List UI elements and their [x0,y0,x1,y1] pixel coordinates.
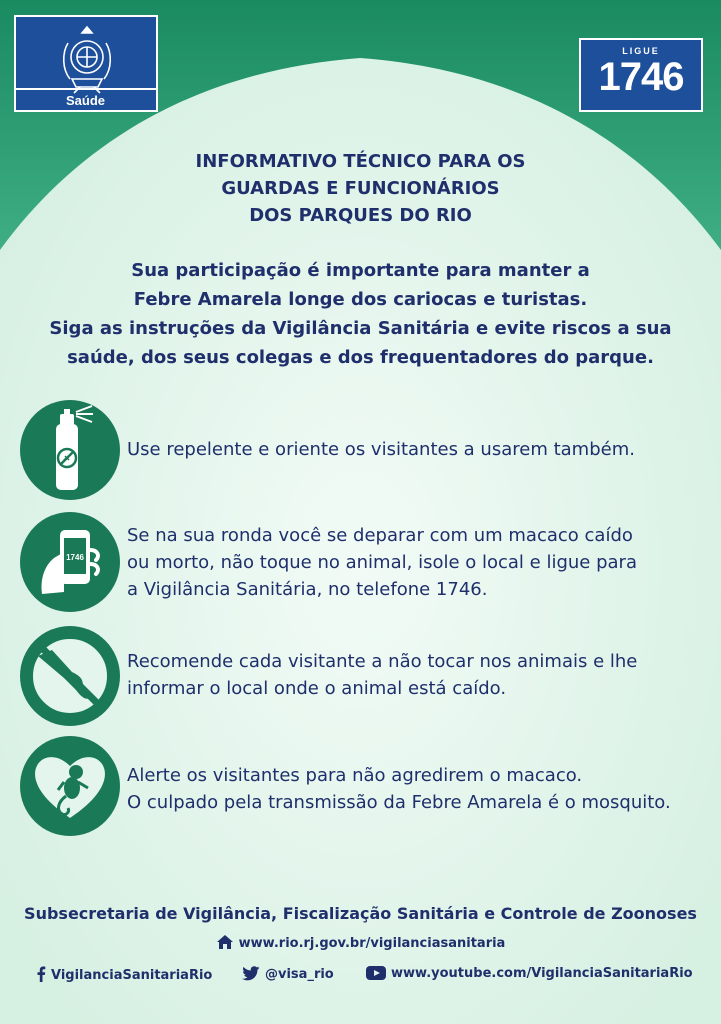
instruction-line: Se na sua ronda você se deparar com um macaco caído [127,525,633,546]
intro-line: Sua participação é importante para manter a [131,260,590,281]
title-line: DOS PARQUES DO RIO [249,205,472,226]
facebook-link[interactable] [36,966,212,983]
instruction-item-monkey [20,736,720,836]
ligue-label: LIGUE [622,46,660,56]
intro-text [0,256,721,372]
home-icon [216,934,234,950]
instruction-item-call [20,512,720,612]
saude-label: Saúde [16,88,156,110]
phone-screen-number: 1746 [66,553,84,562]
instruction-text [127,522,637,603]
instruction-line: a Vigilância Sanitária, no telefone 1746. [127,579,488,600]
intro-line: Febre Amarela longe dos cariocas e turistas. [133,289,588,310]
instruction-line: Use repelente e oriente os visitantes a usarem também. [127,439,635,460]
youtube-url: www.youtube.com/VigilanciaSanitariaRio [391,966,693,981]
footer-title: Subsecretaria de Vigilância, Fiscalização Sanitária e Controle de Zoonoses [24,904,697,923]
website-link[interactable] [0,934,721,951]
instruction-line: ou morto, não toque no animal, isole o local e ligue para [127,552,637,573]
instruction-line: Recomende cada visitante a não tocar nos animais e lhe [127,651,638,672]
facebook-icon [36,966,46,982]
intro-line: saúde, dos seus colegas e dos frequentadores do parque. [67,347,654,368]
ligue-1746-logo [579,38,703,112]
title-line: INFORMATIVO TÉCNICO PARA OS [195,151,526,172]
instruction-item-repellent [20,400,720,500]
intro-line: Siga as instruções da Vigilância Sanitária e evite riscos a sua [49,318,672,339]
twitter-handle: @visa_rio [265,967,334,982]
monkey-heart-icon [20,736,120,836]
title-line: GUARDAS E FUNCIONÁRIOS [221,178,500,199]
website-url: www.rio.rj.gov.br/vigilanciasanitaria [238,936,506,951]
ligue-number: 1746 [598,55,684,99]
instruction-text [127,648,637,702]
no-touch-icon [20,626,120,726]
instruction-item-no-touch [20,626,720,726]
prefeitura-saude-logo [14,15,158,112]
youtube-link[interactable] [366,966,693,981]
page-title [0,148,721,229]
repellent-spray-icon [20,400,120,500]
instruction-line: informar o local onde o animal está caído. [127,678,507,699]
phone-call-icon [20,512,120,612]
city-crest-icon [56,21,118,97]
instruction-text [127,762,671,816]
instruction-text [127,436,635,463]
instruction-line: Alerte os visitantes para não agredirem o macaco. [127,765,583,786]
facebook-handle: VigilanciaSanitariaRio [51,968,213,983]
instruction-line: O culpado pela transmissão da Febre Amarela é o mosquito. [127,792,671,813]
twitter-icon [242,966,260,981]
twitter-link[interactable] [242,966,334,982]
youtube-icon [366,966,386,980]
